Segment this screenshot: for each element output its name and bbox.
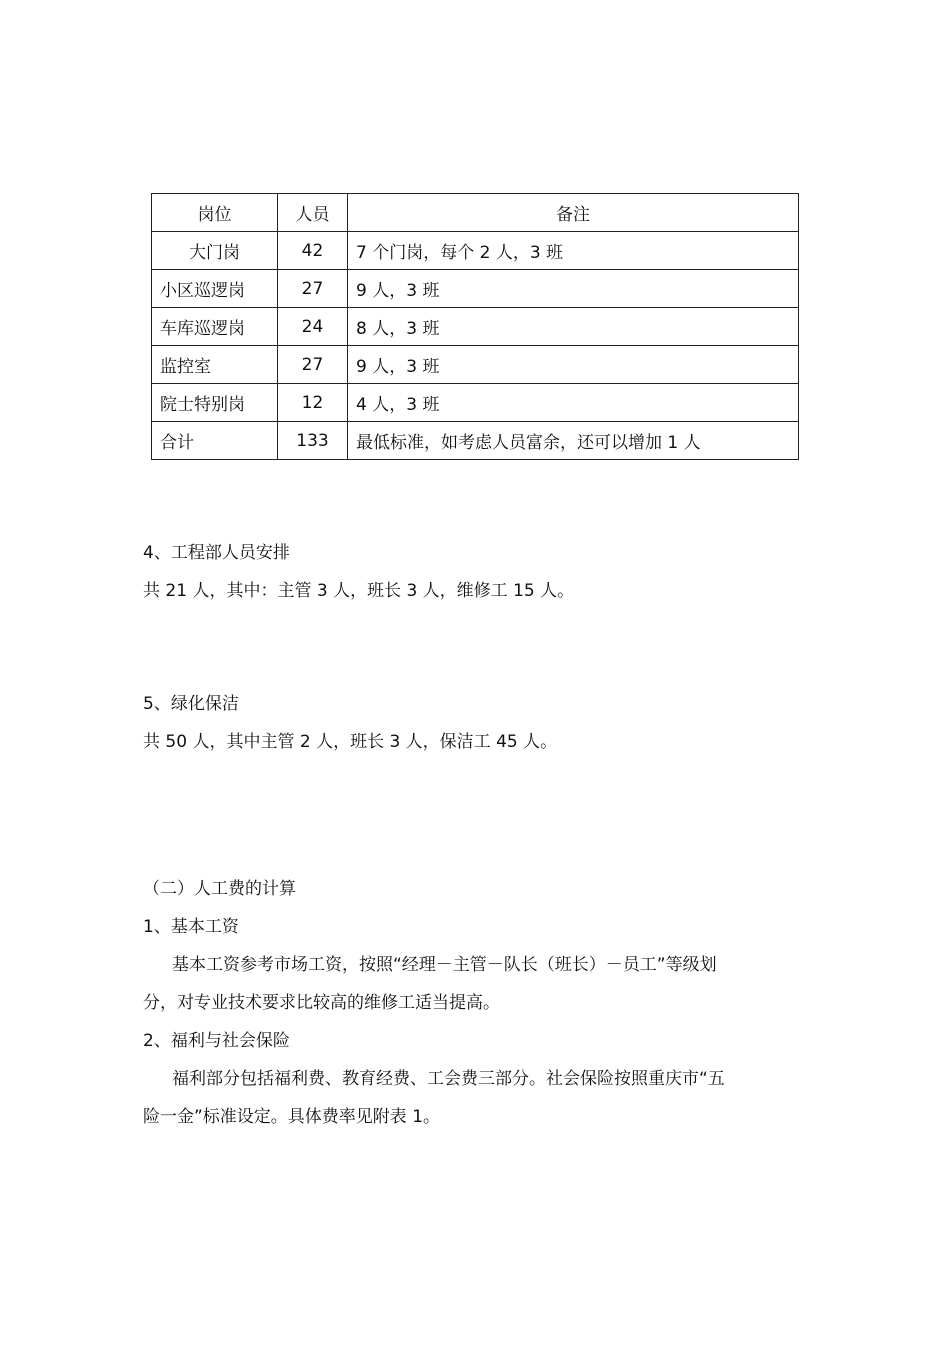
greening-heading: 5、绿化保洁 [143,694,239,714]
engineering-heading: 4、工程部人员安排 [143,543,290,563]
welfare-heading: 2、福利与社会保险 [143,1031,290,1051]
cell-count: 27 [278,346,348,384]
basic-salary-paragraph-line2: 分，对专业技术要求比较高的维修工适当提高。 [143,993,500,1013]
header-post: 岗位 [152,194,278,232]
cell-post: 车库巡逻岗 [152,308,278,346]
cell-post: 大门岗 [152,232,278,270]
cell-post: 监控室 [152,346,278,384]
header-note: 备注 [348,194,799,232]
basic-salary-heading: 1、基本工资 [143,917,239,937]
table-total-row [152,422,799,460]
cell-note: 最低标准，如考虑人员富余，还可以增加 1 人 [348,422,799,460]
cell-note: 9 人，3 班 [348,270,799,308]
cell-count: 24 [278,308,348,346]
cell-count: 12 [278,384,348,422]
labor-cost-heading: （二）人工费的计算 [143,879,296,899]
cell-post: 院士特别岗 [152,384,278,422]
engineering-text: 共 21 人，其中：主管 3 人，班长 3 人，维修工 15 人。 [143,581,575,601]
cell-post: 小区巡逻岗 [152,270,278,308]
table-row [152,270,799,308]
cell-post: 合计 [152,422,278,460]
staffing-table [151,193,799,460]
cell-count: 42 [278,232,348,270]
header-count: 人员 [278,194,348,232]
basic-salary-paragraph-line1: 基本工资参考市场工资，按照“经理－主管－队长（班长）－员工”等级划 [172,955,717,975]
cell-count: 133 [278,422,348,460]
table-row [152,384,799,422]
cell-note: 4 人，3 班 [348,384,799,422]
cell-note: 9 人，3 班 [348,346,799,384]
cell-count: 27 [278,270,348,308]
greening-text: 共 50 人，其中主管 2 人，班长 3 人，保洁工 45 人。 [143,732,558,752]
table-header-row [152,194,799,232]
cell-note: 7 个门岗，每个 2 人，3 班 [348,232,799,270]
welfare-paragraph-line2: 险一金”标准设定。具体费率见附表 1。 [143,1107,441,1127]
table-row [152,308,799,346]
cell-note: 8 人，3 班 [348,308,799,346]
table-row [152,232,799,270]
table-row [152,346,799,384]
welfare-paragraph-line1: 福利部分包括福利费、教育经费、工会费三部分。社会保险按照重庆市“五 [172,1069,725,1089]
